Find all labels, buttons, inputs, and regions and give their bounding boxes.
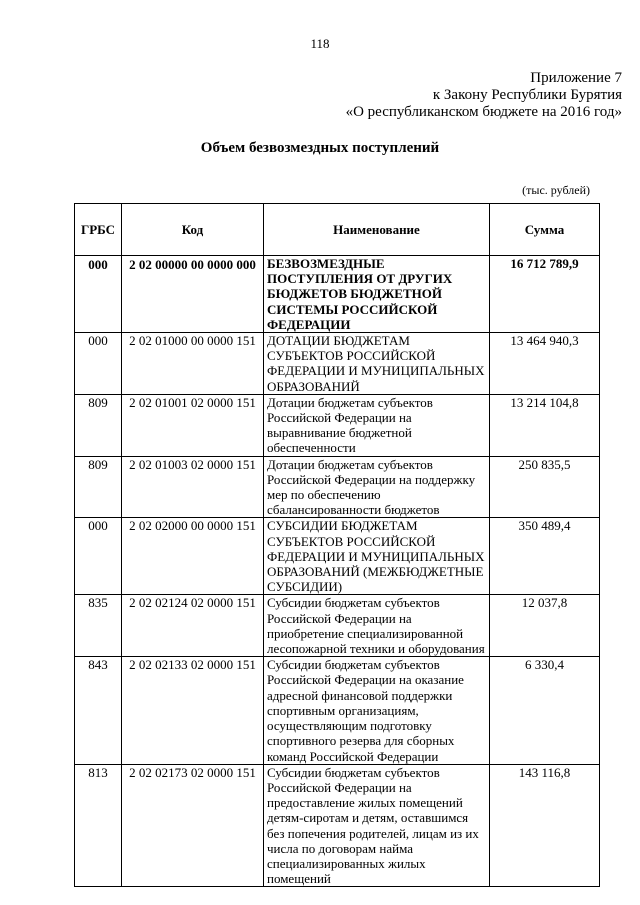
table-row — [75, 394, 600, 456]
header-name: Наименование — [264, 204, 490, 256]
cell-grbs: 000 — [75, 256, 122, 333]
cell-sum: 250 835,5 — [490, 456, 600, 518]
appendix-line-2: к Закону Республики Бурятия — [432, 87, 622, 103]
cell-code: 2 02 02133 02 0000 151 — [122, 657, 264, 764]
table-row — [75, 657, 600, 764]
header-code: Код — [122, 204, 264, 256]
cell-code: 2 02 02124 02 0000 151 — [122, 595, 264, 657]
table-row — [75, 764, 600, 887]
cell-sum: 350 489,4 — [490, 518, 600, 595]
cell-code: 2 02 01000 00 0000 151 — [122, 333, 264, 395]
cell-code: 2 02 01003 02 0000 151 — [122, 456, 264, 518]
cell-name: ДОТАЦИИ БЮДЖЕТАМ СУБЪЕКТОВ РОССИЙСКОЙ ФЕДЕРАЦИИ И МУНИЦИПАЛЬНЫХ ОБРАЗОВАНИЙ — [264, 333, 490, 395]
cell-grbs: 000 — [75, 518, 122, 595]
cell-name: Дотации бюджетам субъектов Российской Федерации на поддержку мер по обеспечению сбалансированности бюджетов — [264, 456, 490, 518]
page-number: 118 — [310, 36, 330, 51]
cell-sum: 13 464 940,3 — [490, 333, 600, 395]
table-row — [75, 456, 600, 518]
cell-name: Субсидии бюджетам субъектов Российской Федерации на оказание адресной финансовой поддержки спортивным организациям, осуществляющим подготовку спортивного резерва для сборных команд Российской Федерации — [264, 657, 490, 764]
cell-grbs: 000 — [75, 333, 122, 395]
cell-code: 2 02 02000 00 0000 151 — [122, 518, 264, 595]
cell-name: Субсидии бюджетам субъектов Российской Федерации на приобретение специализированной лесопожарной техники и оборудования — [264, 595, 490, 657]
cell-sum: 12 037,8 — [490, 595, 600, 657]
revenue-table — [74, 203, 600, 887]
cell-code: 2 02 01001 02 0000 151 — [122, 394, 264, 456]
cell-sum: 143 116,8 — [490, 764, 600, 887]
table-header-row — [75, 204, 600, 256]
cell-grbs: 809 — [75, 456, 122, 518]
cell-name: СУБСИДИИ БЮДЖЕТАМ СУБЪЕКТОВ РОССИЙСКОЙ ФЕДЕРАЦИИ И МУНИЦИПАЛЬНЫХ ОБРАЗОВАНИЙ (МЕЖБЮДЖЕТНЫЕ СУБСИДИИ) — [264, 518, 490, 595]
appendix-line-1: Приложение 7 — [530, 70, 622, 86]
cell-sum: 6 330,4 — [490, 657, 600, 764]
document-title: Объем безвозмездных поступлений — [200, 140, 440, 156]
header-sum: Сумма — [490, 204, 600, 256]
table-row — [75, 518, 600, 595]
cell-grbs: 813 — [75, 764, 122, 887]
cell-code: 2 02 00000 00 0000 000 — [122, 256, 264, 333]
cell-code: 2 02 02173 02 0000 151 — [122, 764, 264, 887]
table-row — [75, 595, 600, 657]
appendix-line-3: «О республиканском бюджете на 2016 год» — [345, 104, 622, 120]
table-row — [75, 256, 600, 333]
cell-grbs: 843 — [75, 657, 122, 764]
units-note: (тыс. рублей) — [522, 183, 590, 197]
cell-name: Субсидии бюджетам субъектов Российской Федерации на предоставление жилых помещений детям-сиротам и детям, оставшимся без попечения родителей, лицам из их числа по договорам найма специализированных жилых помещений — [264, 764, 490, 887]
cell-sum: 13 214 104,8 — [490, 394, 600, 456]
appendix-header — [346, 70, 622, 121]
cell-grbs: 809 — [75, 394, 122, 456]
header-grbs: ГРБС — [75, 204, 122, 256]
cell-name: Дотации бюджетам субъектов Российской Федерации на выравнивание бюджетной обеспеченности — [264, 394, 490, 456]
cell-name: БЕЗВОЗМЕЗДНЫЕ ПОСТУПЛЕНИЯ ОТ ДРУГИХ БЮДЖЕТОВ БЮДЖЕТНОЙ СИСТЕМЫ РОССИЙСКОЙ ФЕДЕРАЦИИ — [264, 256, 490, 333]
cell-sum: 16 712 789,9 — [490, 256, 600, 333]
cell-grbs: 835 — [75, 595, 122, 657]
table-row — [75, 333, 600, 395]
